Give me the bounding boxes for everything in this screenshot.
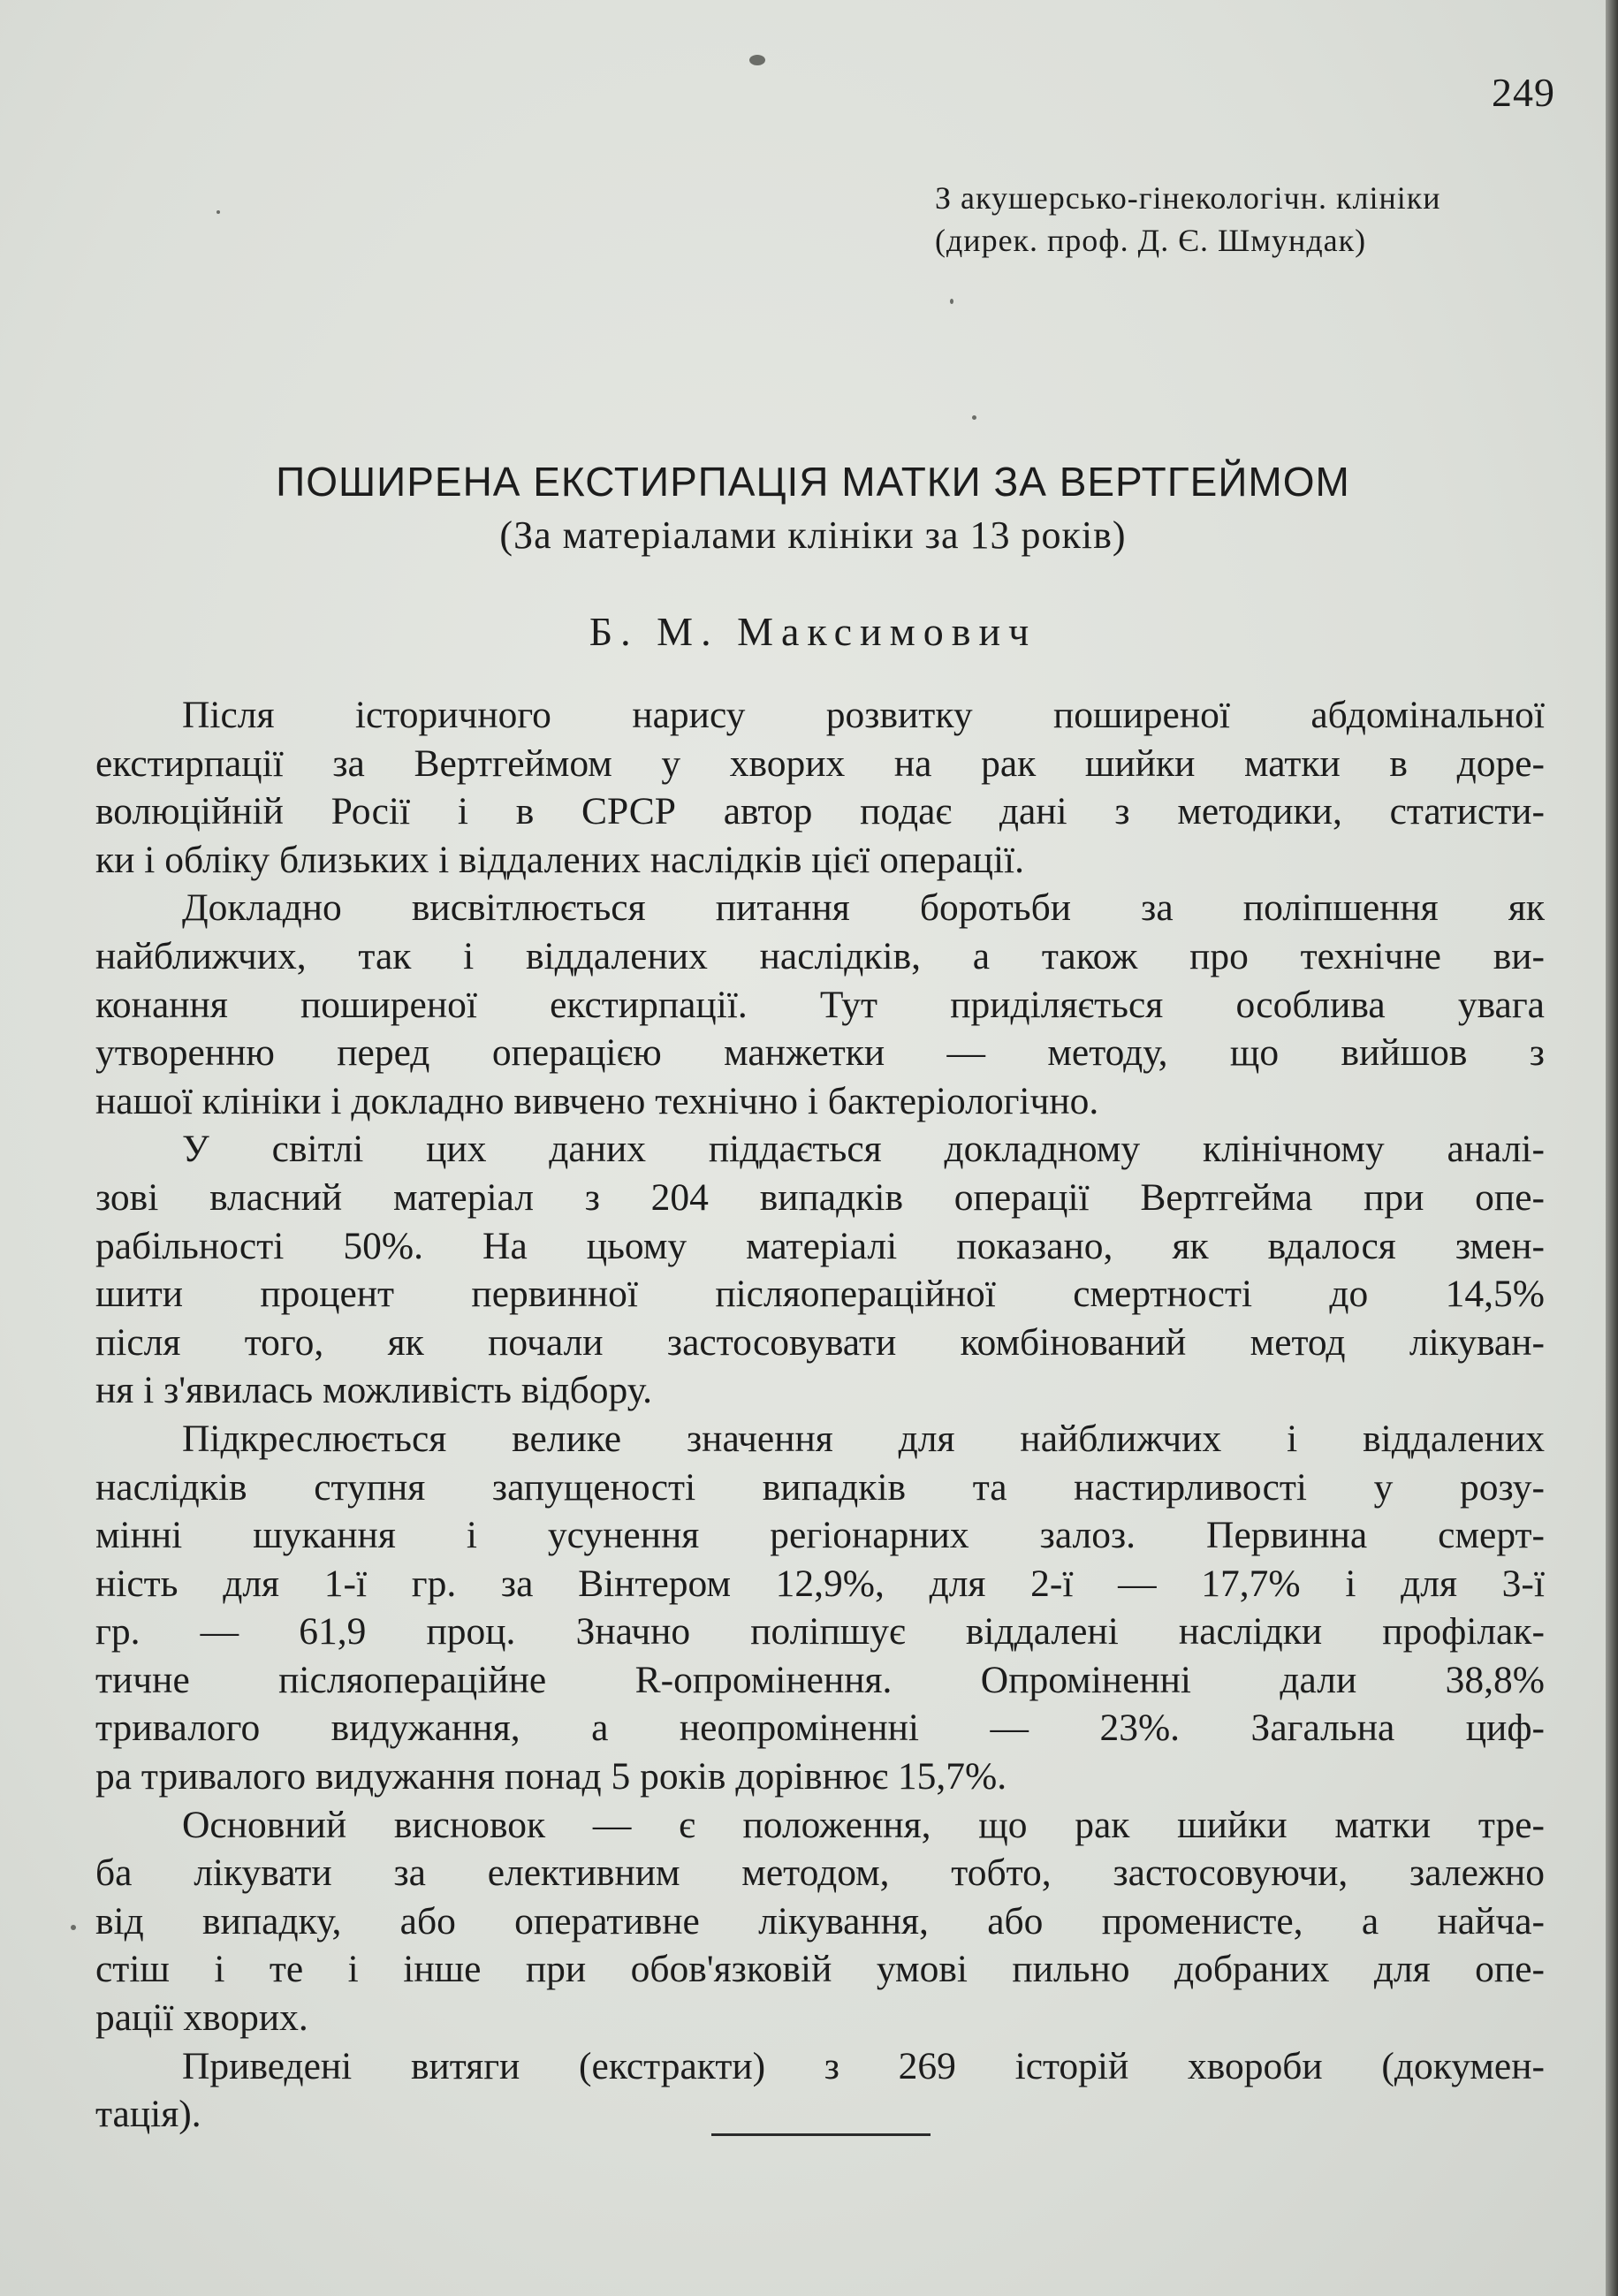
book-spine-shadow [1606,0,1618,2296]
text-line: Докладно висвітлюється питання боротьби за поліпшення як [182,886,1545,930]
text-line: ки і обліку близьких і віддалених наслідків цієї операції. [95,838,1024,881]
text-line: зові власний матеріал з 204 випадків операції Вертгейма при опе- [95,1175,1545,1219]
text-line: рабільності 50%. На цьому матеріалі показано, як вдалося змен- [95,1224,1545,1267]
text-line: нашої клініки і докладно вивчено технічно і бактеріологічно. [95,1079,1099,1122]
text-line: Після історичного нарису розвитку поширеної абдомінальної [182,694,1545,736]
end-rule [711,2133,931,2136]
paper-speck [216,210,220,214]
affiliation-note [935,177,1553,262]
paragraph [95,1125,1545,1415]
text-line: У світлі цих даних піддається докладному клінічному аналі- [182,1128,1545,1171]
text-line: тичне післяопераційне R-опромінення. Опроміненні дали 38,8% [95,1658,1545,1701]
text-line: утворенню перед операцією манжетки — методу, що вийшов з [95,1031,1545,1075]
text-line: ра тривалого видужання понад 5 років дорівнює 15,7%. [95,1755,1007,1798]
text-line: від випадку, або оперативне лікування, або променисте, а найча- [95,1899,1545,1942]
text-line: Основний висновок — є положення, що рак шийки матки тре- [182,1803,1545,1846]
text-line: ба лікувати за елективним методом, тобто, застосовуючи, залежно [95,1851,1545,1895]
text-line: мінні шукання і усунення регіонарних залоз. Первинна смерт- [95,1514,1545,1557]
paper-speck [71,1925,76,1930]
text-line: Підкреслюється велике значення для найближчих і віддалених [182,1417,1545,1460]
article-body [95,691,1545,2139]
article-author: Б. М. Максимович [589,609,1037,654]
page-number: 249 [1492,70,1555,115]
text-line: після того, як почали застосовувати комбінований метод лікуван- [95,1320,1545,1364]
text-line: гр. — 61,9 проц. Значно поліпшує віддалені наслідки профілак- [95,1610,1545,1654]
paragraph [95,2042,1545,2139]
article-subtitle: (За матеріалами клініки за 13 років) [499,513,1127,557]
text-line: стіш і те і інше при обов'язковій умові пильно добраних для опе- [95,1948,1545,1991]
text-line: Приведені витяги (екстракти) з 269 історій хвороби (докумен- [182,2044,1545,2087]
text-line: шити процент первинної післяопераційної смертності до 14,5% [95,1273,1545,1316]
paper-speck [749,55,765,65]
affiliation-line-2: (дирек. проф. Д. Є. Шмундак) [935,223,1367,258]
paragraph [95,1415,1545,1801]
text-line: конання поширеної екстирпації. Тут приділяється особлива увага [95,983,1545,1026]
text-line: волюційній Росії і в СРСР автор подає дані з методики, статисти- [95,790,1545,833]
text-line: рації хворих. [95,1996,308,2040]
paragraph [95,884,1545,1125]
text-line: найближчих, так і віддалених наслідків, а також про технічне ви- [95,934,1545,977]
paper-speck [972,415,976,420]
text-line: наслідків ступня запущеності випадків та настирливості у розу- [95,1465,1545,1509]
affiliation-line-1: З акушерсько-гінекологічн. клініки [935,180,1441,216]
text-line: ність для 1-ї гр. за Вінтером 12,9%, для 2-ї — 17,7% і для 3-ї [95,1562,1545,1605]
text-line: ня і з'явилась можливість відбору. [95,1369,652,1412]
article-title: ПОШИРЕНА ЕКСТИРПАЦІЯ МАТКИ ЗА ВЕРТГЕЙМОМ [276,459,1350,505]
text-line: тривалого видужання, а неопроміненні — 23%. Загальна циф- [95,1707,1545,1750]
text-line: тація). [95,2093,201,2136]
paragraph [95,691,1545,884]
paper-speck [950,299,953,304]
paragraph [95,1801,1545,2042]
text-line: екстирпації за Вертгеймом у хворих на рак шийки матки в доре- [95,741,1545,785]
